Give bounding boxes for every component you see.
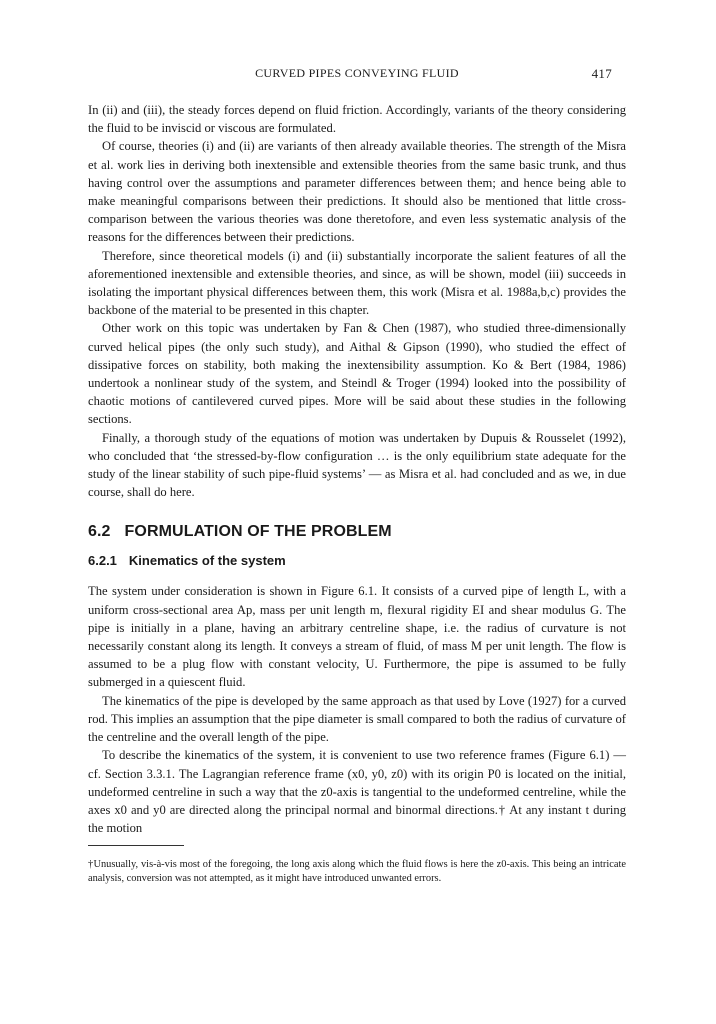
page: [88, 66, 626, 886]
paragraph: Of course, theories (i) and (ii) are variants of then already available theories. The strength of the Misra et al. work lies in deriving both inextensible and extensible theories from the same basic trunk, and thus having control over the assumptions and parameter differences between them; and hence being able to make meaningful comparisons between their predictions. It should also be mentioned that little cross-comparison between the various theories was done theretofore, and even less systematic analysis of the reasons for the differences between their predictions.: [88, 139, 626, 245]
paragraph: In (ii) and (iii), the steady forces depend on fluid friction. Accordingly, variants of the theory considering the fluid to be inviscid or viscous are formulated.: [88, 103, 626, 136]
subsection-heading: [88, 553, 626, 568]
section-number: 6.2: [88, 523, 111, 541]
subsection-number: 6.2.1: [88, 553, 117, 569]
paragraph: Finally, a thorough study of the equations of motion was undertaken by Dupuis & Rousselet (1992), who concluded that ‘the stressed-by-flow configuration … is the only equilibrium state adequate for the study of the linear stability of such pipe-fluid systems’ — as Misra et al. had concluded and as we, in due course, shall do here.: [88, 430, 626, 500]
page-number: 417: [591, 66, 612, 81]
footnote-rule: [88, 845, 184, 846]
paragraph: The system under consideration is shown in Figure 6.1. It consists of a curved pipe of length L, with a uniform cross-sectional area Ap, mass per unit length m, flexural rigidity EI and shear modulus G. The pipe is initially in a plane, having an arbitrary centreline shape, i.e. the radius of curvature is not necessarily constant along its length. It conveys a stream of fluid, of mass M per unit length. The flow is assumed to be a plug flow with constant velocity, U. Furthermore, the pipe is assumed to be fully submerged in a quiescent fluid.: [88, 584, 626, 690]
section-heading: [88, 523, 626, 541]
paragraph: To describe the kinematics of the system, it is convenient to use two reference frames (Figure 6.1) — cf. Section 3.3.1. The Lagrangian reference frame (x0, y0, z0) with its origin P0 is located on the initial, undeformed centreline in such a way that the z0-axis is tangential to the undeformed centreline, while the axes x0 and y0 are directed along the principal normal and binormal directions.† At any instant t during the motion: [88, 748, 626, 836]
body-text-2: [88, 582, 626, 837]
section-title: FORMULATION OF THE PROBLEM: [124, 523, 392, 541]
paragraph: Therefore, since theoretical models (i) and (ii) substantially incorporate the salient features of all the aforementioned inextensible and extensible theories, and since, as will be shown, model (iii) succeeds in isolating the important physical differences between them, this work (Misra et al. 1988a,b,c) provides the backbone of the material to be presented in this chapter.: [88, 248, 626, 318]
paragraph: Other work on this topic was undertaken by Fan & Chen (1987), who studied three-dimensionally curved helical pipes (the only such study), and Aithal & Gipson (1990), who studied the effect of dissipative forces on stability, both making the inextensibility assumption. Ko & Bert (1984, 1986) undertook a nonlinear study of the system, and Steindl & Troger (1994) looked into the possibility of chaotic motions of cantilevered curved pipes. More will be said about these studies in the following sections.: [88, 321, 626, 427]
footnote: †Unusually, vis-à-vis most of the foregoing, the long axis along which the fluid flows is here the z0-axis. This being an intricate analysis, conversion was not attempted, as it might have introduced unwanted errors.: [88, 859, 626, 885]
body-text-1: [88, 101, 626, 501]
running-head: [88, 66, 626, 86]
subsection-title: Kinematics of the system: [128, 553, 286, 569]
running-title: CURVED PIPES CONVEYING FLUID: [255, 66, 459, 80]
paragraph: The kinematics of the pipe is developed by the same approach as that used by Love (1927) for a curved rod. This implies an assumption that the pipe diameter is small compared to both the radius of curvature of the centreline and the overall length of the pipe.: [88, 693, 626, 745]
